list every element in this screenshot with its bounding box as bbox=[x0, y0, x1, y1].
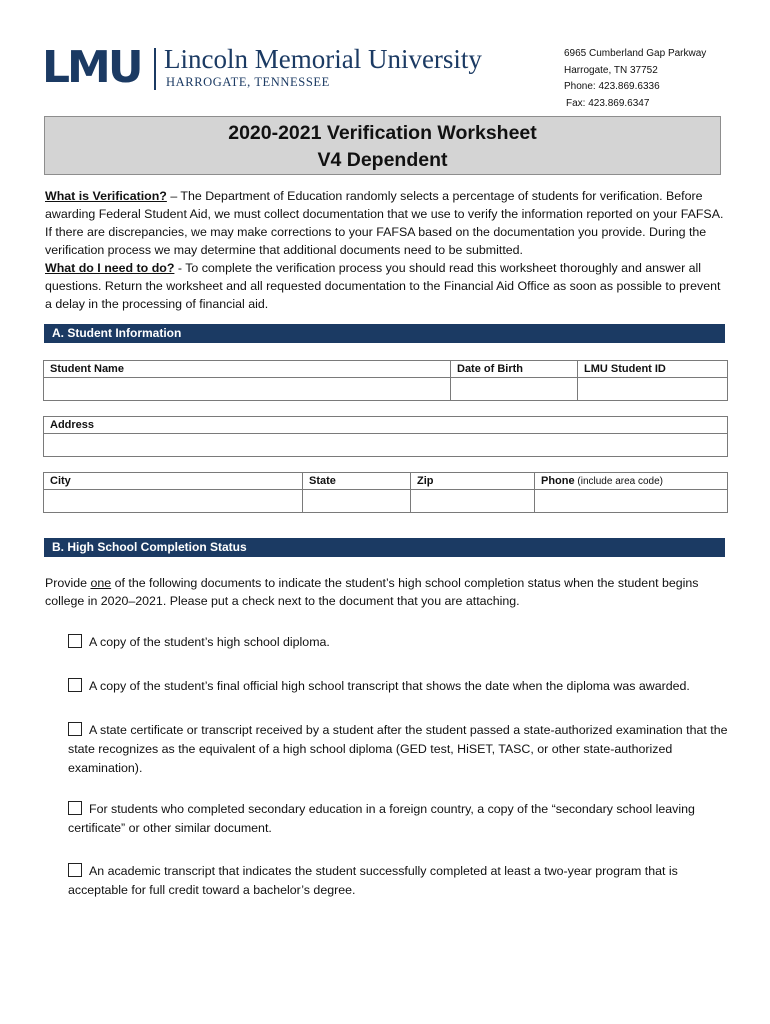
phone-label-note: (include area code) bbox=[574, 476, 664, 487]
provide-one: one bbox=[90, 576, 112, 590]
address-field[interactable] bbox=[44, 434, 728, 457]
university-location: HARROGATE, TENNESSEE bbox=[166, 75, 330, 89]
student-id-label: LMU Student ID bbox=[578, 361, 728, 378]
address-label: Address bbox=[44, 417, 728, 434]
zip-field[interactable] bbox=[411, 490, 535, 513]
phone-label bbox=[535, 473, 728, 490]
student-info-table bbox=[43, 360, 728, 401]
provide-instructions bbox=[45, 574, 735, 610]
option-state-certificate-text: A state certificate or transcript received by a student after the student passed a state-authorized examination that the state recognizes as the equivalent of a high school diploma (GED test, HiSET, TASC, or other state-authorized examination). bbox=[68, 723, 728, 775]
title-line-2: V4 Dependent bbox=[317, 149, 448, 171]
provide-pre: Provide bbox=[45, 576, 91, 590]
student-name-field[interactable] bbox=[44, 378, 451, 401]
page-header bbox=[42, 40, 732, 112]
what-is-verification-label: What is Verification? bbox=[45, 189, 167, 203]
option-foreign-certificate bbox=[68, 800, 728, 838]
phone-number: Phone: 423.869.6336 bbox=[564, 81, 660, 92]
option-diploma bbox=[68, 633, 728, 652]
option-academic-transcript-text: An academic transcript that indicates the student successfully completed at least a two-year program that is acceptable for full credit toward a bachelor’s degree. bbox=[68, 864, 678, 897]
what-is-verification-text: – The Department of Education randomly selects a percentage of students for verification. Before awarding Federal Student Aid, we must collect documentation that we use to verify the information reported on your FAFSA. If there are discrepancies, we may make corrections to your FAFSA based on the documentation you provide. During the verification process we may determine that additional documents need to be submitted. bbox=[45, 189, 724, 257]
option-diploma-text: A copy of the student’s high school diploma. bbox=[89, 635, 330, 649]
checkbox-academic-transcript[interactable] bbox=[68, 863, 82, 877]
option-transcript-text: A copy of the student’s final official high school transcript that shows the date when the diploma was awarded. bbox=[89, 679, 690, 693]
title-line-1: 2020-2021 Verification Worksheet bbox=[228, 122, 537, 144]
university-name: Lincoln Memorial University bbox=[164, 44, 482, 74]
state-label: State bbox=[303, 473, 411, 490]
city-label: City bbox=[44, 473, 303, 490]
what-to-do-label: What do I need to do? bbox=[45, 261, 175, 275]
dob-field[interactable] bbox=[451, 378, 578, 401]
worksheet-title bbox=[44, 116, 721, 175]
contact-address bbox=[564, 46, 706, 112]
intro-text bbox=[45, 187, 730, 313]
zip-label: Zip bbox=[411, 473, 535, 490]
checkbox-diploma[interactable] bbox=[68, 634, 82, 648]
what-to-do-text: - To complete the verification process you should read this worksheet thoroughly and answer all questions. Return the worksheet and all requested documentation to the Financial Aid Office as soon as possible to prevent a delay in the processing of financial aid. bbox=[45, 261, 721, 311]
city-state-table bbox=[43, 472, 728, 513]
option-transcript bbox=[68, 677, 728, 696]
fax-number: Fax: 423.869.6347 bbox=[566, 97, 650, 109]
student-name-label: Student Name bbox=[44, 361, 451, 378]
what-is-verification bbox=[45, 187, 730, 259]
option-foreign-certificate-text: For students who completed secondary education in a foreign country, a copy of the “secondary school leaving certificate” or other similar document. bbox=[68, 802, 695, 835]
provide-post: of the following documents to indicate the student’s high school completion status when the student begins college in 2020–2021. Please put a check next to the document that you are attaching. bbox=[45, 576, 699, 608]
what-to-do bbox=[45, 259, 730, 313]
section-b-heading: B. High School Completion Status bbox=[44, 538, 725, 557]
phone-field[interactable] bbox=[535, 490, 728, 513]
checkbox-state-certificate[interactable] bbox=[68, 722, 82, 736]
student-id-field[interactable] bbox=[578, 378, 728, 401]
checkbox-transcript[interactable] bbox=[68, 678, 82, 692]
address-table bbox=[43, 416, 728, 457]
dob-label: Date of Birth bbox=[451, 361, 578, 378]
city-field[interactable] bbox=[44, 490, 303, 513]
logo-divider bbox=[154, 48, 156, 90]
address-line-1: 6965 Cumberland Gap Parkway bbox=[564, 48, 707, 59]
lmu-logo: LMU bbox=[42, 42, 141, 93]
section-a-heading: A. Student Information bbox=[44, 324, 725, 343]
option-academic-transcript bbox=[68, 862, 728, 900]
address-line-2: Harrogate, TN 37752 bbox=[564, 64, 658, 76]
option-state-certificate bbox=[68, 721, 728, 778]
state-field[interactable] bbox=[303, 490, 411, 513]
checkbox-foreign-certificate[interactable] bbox=[68, 801, 82, 815]
phone-label-text: Phone bbox=[541, 475, 575, 487]
